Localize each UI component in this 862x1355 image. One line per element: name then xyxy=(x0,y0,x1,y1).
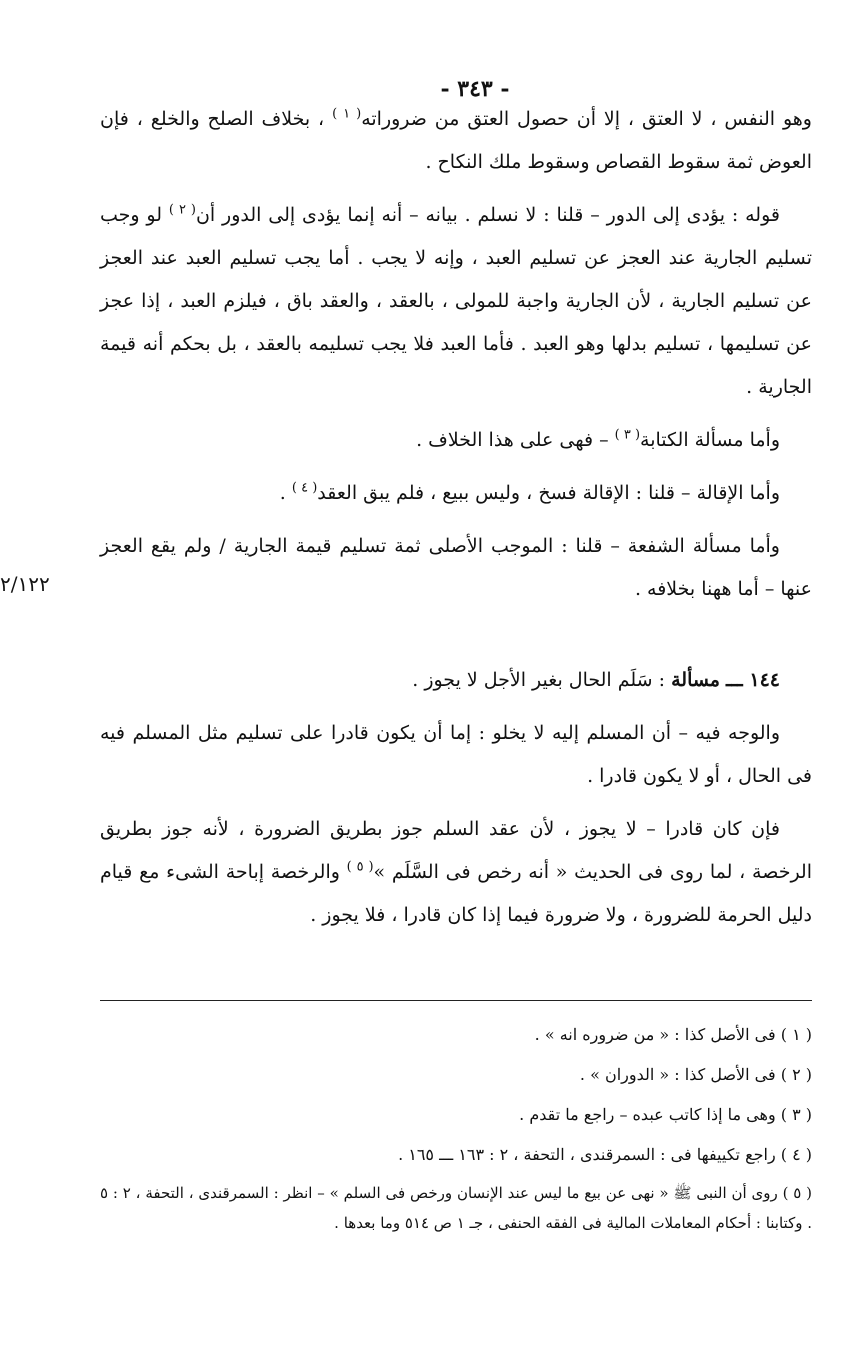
paragraph-1-text: وهو النفس ، لا العتق ، إلا أن حصول العتق من ضروراته xyxy=(361,108,812,130)
main-text xyxy=(100,98,812,947)
paragraph-4-text-end: . xyxy=(279,482,286,504)
section-text: : سَلَم الحال بغير الأجل لا يجوز . xyxy=(412,669,666,691)
footnote-2: ( ٢ ) فى الأصل كذا : « الدوران » . xyxy=(579,1065,812,1084)
footnote-ref-5: ( ٥ ) xyxy=(346,859,374,875)
footnote-3: ( ٣ ) وهى ما إذا كاتب عبده – راجع ما تقدم . xyxy=(519,1105,812,1124)
section-label: مسألة xyxy=(671,669,720,691)
footnote-5: ( ٥ ) روى أن النبى ﷺ « نهى عن بيع ما ليس عند الإنسان ورخص فى السلم » – انظر : السمرقندى ، التحفة ، ٢ : ٥ . وكتابنا : أحكام المعاملات المالية فى الفقه الحنفى ، جـ ١ ص ٥١٤ وما بعدها . xyxy=(100,1184,812,1232)
footnote-4: ( ٤ ) راجع تكييفها فى : السمرقندى ، التحفة ، ٢ : ١٦٣ ـــ ١٦٥ . xyxy=(398,1145,812,1164)
paragraph-6-text: والوجه فيه – أن المسلم إليه لا يخلو : إما أن يكون قادرا على تسليم مثل المسلم فيه فى الحال ، أو لا يكون قادرا . xyxy=(100,722,812,787)
paragraph-2-text-end: لو وجب تسليم الجارية عند العجز عن تسليم العبد ، وإنه لا يجب . أما يجب تسليم العبد عند العجز عن تسليم الجارية ، لأن الجارية واجبة للمولى ، بالعقد ، والعقد باق ، فيلزم العبد ، إذا عجز عن تسليمها ، تسليم بدلها وهو العبد . فأما العبد فلا يجب تسليمه بالعقد ، بل بحكم أنه قيمة الجارية . xyxy=(100,204,812,398)
paragraph-5-text: وأما مسألة الشفعة – قلنا : الموجب الأصلى ثمة تسليم قيمة الجارية / ولم يقع العجز عنها – أما ههنا بخلافه . xyxy=(100,535,812,600)
paragraph-1 xyxy=(100,98,812,184)
section-heading xyxy=(100,659,812,702)
margin-folio-note: ٢/١٢٢ xyxy=(0,572,50,596)
paragraph-7-text: فإن كان قادرا – لا يجوز ، لأن عقد السلم جوز بطريق الضرورة ، لأنه جوز بطريق الرخصة ، لما روى فى الحديث « أنه رخص فى السَّلَم » xyxy=(100,818,812,883)
footnote-1: ( ١ ) فى الأصل كذا : « من ضروره انه » . xyxy=(534,1025,812,1044)
paragraph-1-text-end: ، بخلاف الصلح والخلع ، فإن العوض ثمة سقوط القصاص وسقوط ملك النكاح . xyxy=(100,108,812,173)
paragraph-2 xyxy=(100,194,812,409)
section-number: ١٤٤ ـــ xyxy=(726,669,780,691)
paragraph-7 xyxy=(100,808,812,937)
footnote-ref-3: ( ٣ ) xyxy=(614,427,641,443)
paragraph-3 xyxy=(100,419,812,462)
footnote-ref-1: ( ١ ) xyxy=(332,106,362,122)
paragraph-5 xyxy=(100,525,812,611)
footnote-divider xyxy=(100,1000,812,1001)
paragraph-4 xyxy=(100,472,812,515)
paragraph-6 xyxy=(100,712,812,798)
page-number: - ٣٤٣ - xyxy=(440,76,510,102)
paragraph-2-text: قوله : يؤدى إلى الدور – قلنا : لا نسلم . بيانه – أنه إنما يؤدى إلى الدور أن xyxy=(195,204,780,226)
footnotes xyxy=(100,1018,812,1244)
paragraph-3-text: وأما مسألة الكتابة xyxy=(640,429,780,451)
footnote-ref-4: ( ٤ ) xyxy=(291,480,318,496)
paragraph-7-text-end: والرخصة إباحة الشىء مع قيام دليل الحرمة للضرورة ، ولا ضرورة فيما إذا كان قادرا ، فلا يجوز . xyxy=(100,861,812,926)
section-gap xyxy=(100,621,812,659)
paragraph-4-text: وأما الإقالة – قلنا : الإقالة فسخ ، وليس ببيع ، فلم يبق العقد xyxy=(317,482,780,504)
paragraph-3-text-end: – فهى على هذا الخلاف . xyxy=(416,429,609,451)
footnote-ref-2: ( ٢ ) xyxy=(168,202,196,218)
